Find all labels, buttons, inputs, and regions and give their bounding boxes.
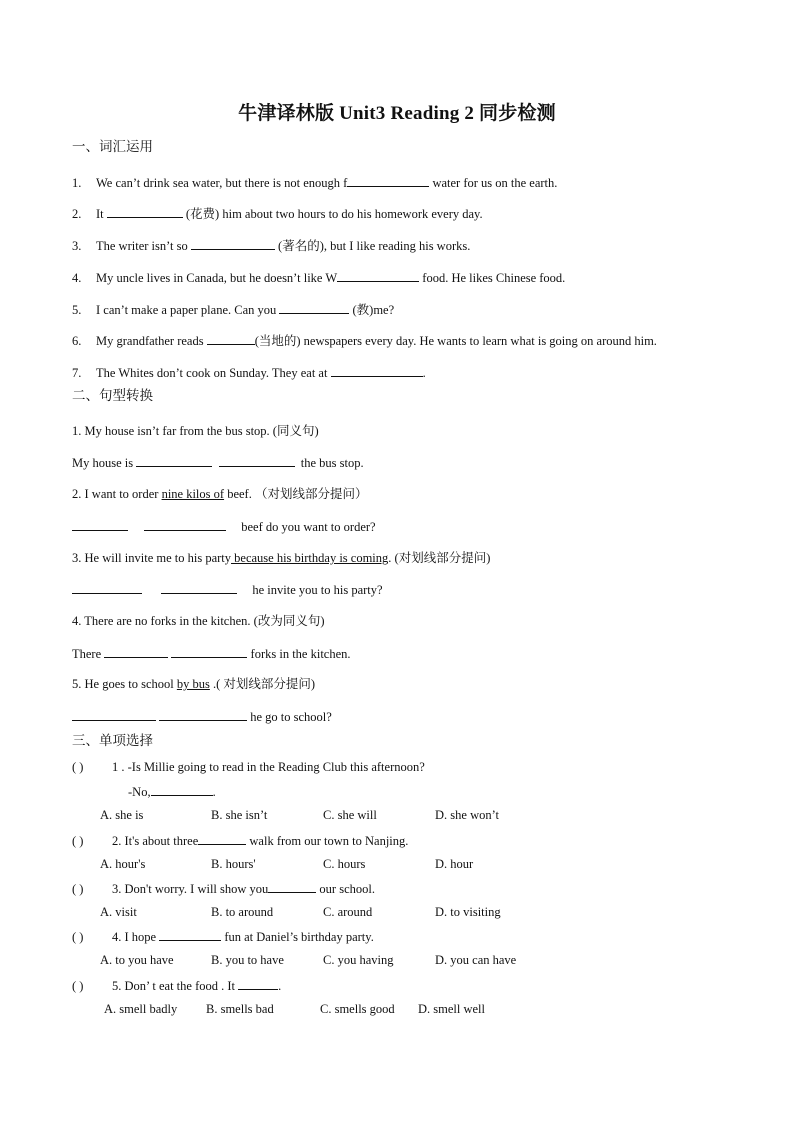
answer-blank[interactable]: [107, 205, 183, 218]
answer-blank[interactable]: [198, 832, 246, 845]
transform-item-2-answer: beef do you want to order?: [72, 518, 376, 535]
answer-blank[interactable]: [279, 301, 349, 314]
answer-blank[interactable]: [151, 783, 213, 796]
option-b[interactable]: B. to around: [211, 905, 274, 919]
option-a[interactable]: A. hour's: [100, 857, 146, 871]
answer-blank[interactable]: [191, 237, 275, 250]
mc-question-3: ( ) 3. Don't worry. I will show you our school.: [72, 882, 375, 896]
option-c[interactable]: C. around: [323, 905, 373, 919]
transform-item-5-answer: he go to school?: [72, 708, 332, 725]
mc-question-5: ( ) 5. Don’ t eat the food . It .: [72, 979, 282, 993]
vocab-item-2: 2. It (花费) him about two hours to do his homework every day.: [72, 207, 483, 221]
option-c[interactable]: C. smells good: [320, 1002, 395, 1016]
answer-blank[interactable]: [144, 518, 226, 531]
option-a[interactable]: A. visit: [100, 905, 137, 919]
vocab-item-6: 6. My grandfather reads (当地的) newspapers every day. He wants to learn what is going on around him.: [72, 334, 657, 348]
mc-question-1: ( ) 1 . -Is Millie going to read in the Reading Club this afternoon?: [72, 760, 425, 774]
option-a[interactable]: A. to you have: [100, 953, 174, 967]
option-b[interactable]: B. you to have: [211, 953, 284, 967]
mc-question-4: ( ) 4. I hope fun at Daniel’s birthday party.: [72, 930, 374, 944]
option-d[interactable]: D. smell well: [418, 1002, 486, 1016]
answer-blank[interactable]: [331, 364, 423, 377]
option-c[interactable]: C. you having: [323, 953, 394, 967]
option-c[interactable]: C. she will: [323, 808, 377, 822]
page-title: 牛津译林版 Unit3 Reading 2 同步检测: [238, 103, 556, 124]
transform-item-3-answer: he invite you to his party?: [72, 581, 383, 598]
answer-blank[interactable]: [104, 645, 168, 658]
answer-blank[interactable]: [159, 708, 247, 721]
answer-blank[interactable]: [72, 708, 156, 721]
answer-blank[interactable]: [347, 174, 429, 187]
vocab-item-1: 1. We can’t drink sea water, but there is not enough f water for us on the earth.: [72, 176, 558, 190]
answer-blank[interactable]: [72, 581, 142, 594]
vocab-item-7: 7. The Whites don’t cook on Sunday. They eat at .: [72, 366, 426, 380]
mc-question-2: ( ) 2. It's about three walk from our town to Nanjing.: [72, 834, 409, 848]
transform-item-4-answer: There forks in the kitchen.: [72, 647, 351, 661]
vocab-item-5: 5. I can’t make a paper plane. Can you (教)me?: [72, 303, 395, 317]
transform-item-2-prompt: 2. I want to order nine kilos of beef. （对划线部分提问）: [72, 487, 368, 501]
transform-item-5-prompt: 5. He goes to school by bus .( 对划线部分提问): [72, 677, 316, 691]
option-b[interactable]: B. hours': [211, 857, 256, 871]
option-c[interactable]: C. hours: [323, 857, 366, 871]
answer-blank[interactable]: [136, 454, 212, 467]
answer-blank[interactable]: [207, 332, 255, 345]
answer-blank[interactable]: [337, 269, 419, 282]
option-d[interactable]: D. you can have: [435, 953, 517, 967]
option-d[interactable]: D. hour: [435, 857, 474, 871]
vocab-item-4: 4. My uncle lives in Canada, but he doesn’t like W food. He likes Chinese food.: [72, 271, 566, 285]
answer-blank[interactable]: [171, 645, 247, 658]
option-b[interactable]: B. she isn’t: [211, 808, 268, 822]
transform-item-4-prompt: 4. There are no forks in the kitchen. (改为同义句): [72, 614, 325, 628]
answer-blank[interactable]: [238, 977, 278, 990]
answer-blank[interactable]: [72, 518, 128, 531]
answer-blank[interactable]: [159, 928, 221, 941]
section-heading-transformation: 二、句型转换: [72, 388, 153, 404]
mc-question-1-reply: -No, .: [128, 785, 216, 799]
answer-blank[interactable]: [219, 454, 295, 467]
section-heading-multiple-choice: 三、单项选择: [72, 733, 153, 749]
vocab-item-3: 3. The writer isn’t so (著名的), but I like reading his works.: [72, 239, 471, 253]
transform-item-3-prompt: 3. He will invite me to his party because his birthday is coming. (对划线部分提问): [72, 551, 491, 565]
option-d[interactable]: D. to visiting: [435, 905, 501, 919]
option-b[interactable]: B. smells bad: [206, 1002, 274, 1016]
option-a[interactable]: A. smell badly: [104, 1002, 178, 1016]
answer-blank[interactable]: [268, 880, 316, 893]
option-d[interactable]: D. she won’t: [435, 808, 500, 822]
answer-blank[interactable]: [161, 581, 237, 594]
transform-item-1-prompt: 1. My house isn’t far from the bus stop. (同义句): [72, 424, 319, 438]
transform-item-1-answer: My house is the bus stop.: [72, 456, 364, 470]
option-a[interactable]: A. she is: [100, 808, 144, 822]
section-heading-vocabulary: 一、词汇运用: [72, 139, 153, 155]
